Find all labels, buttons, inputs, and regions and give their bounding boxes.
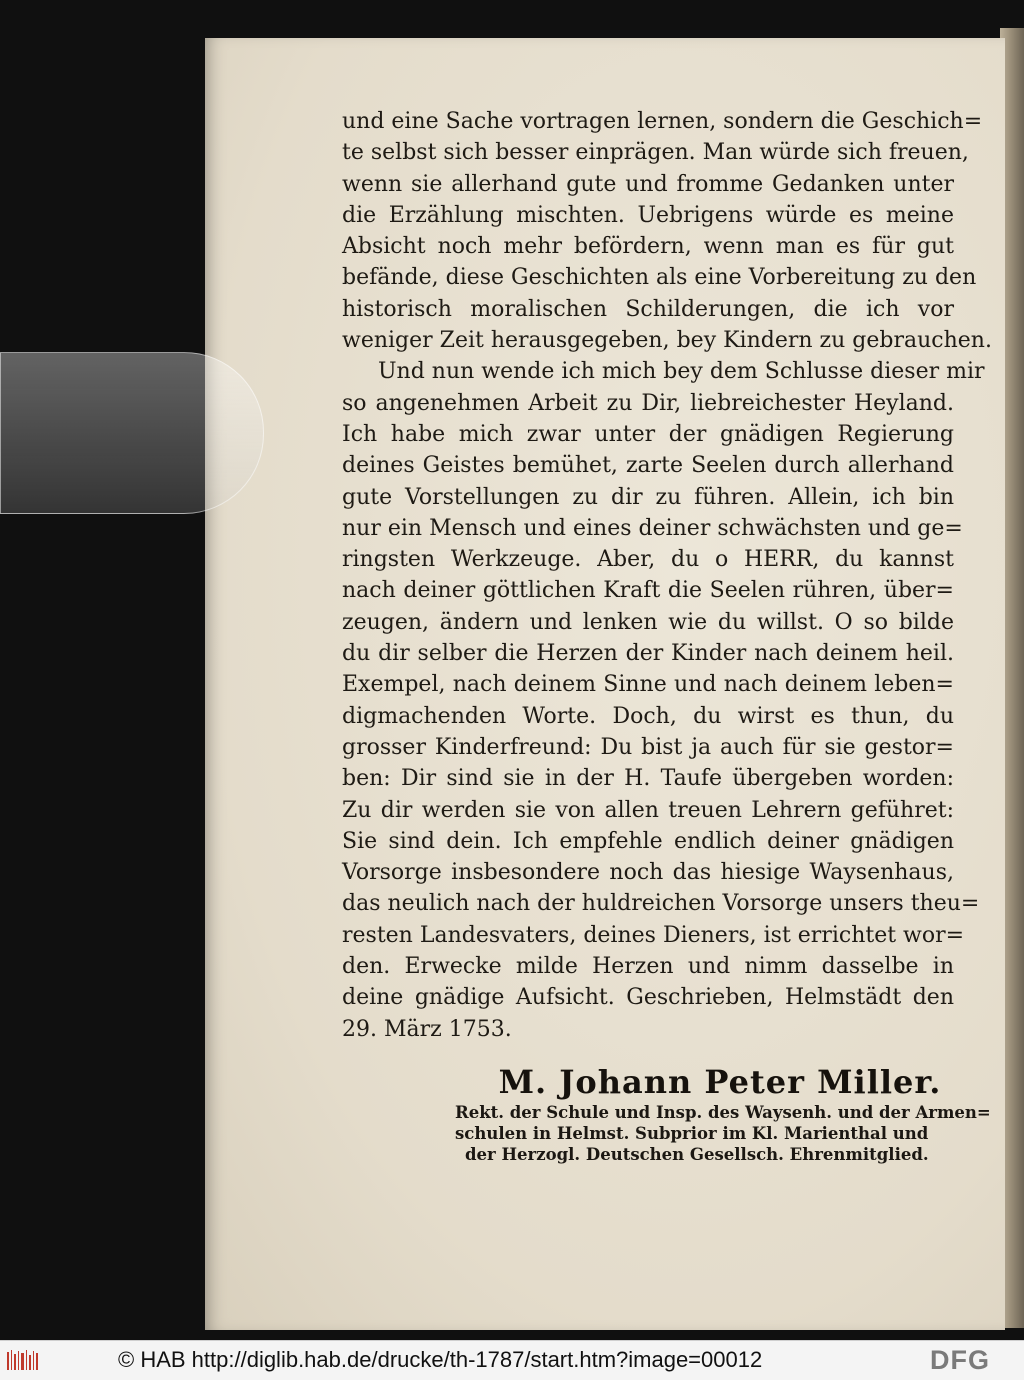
- barcode-icon: [6, 1348, 40, 1372]
- text-line: du dir selber die Herzen der Kinder nach deinem heil.: [342, 641, 954, 667]
- text-line: ben: Dir sind sie in der H. Taufe übergeben worden:: [342, 766, 954, 792]
- text-line: Exempel, nach deinem Sinne und nach deinem leben=: [342, 672, 954, 698]
- text-line: resten Landesvaters, deines Dieners, ist errichtet wor=: [342, 922, 965, 948]
- text-line: Und nun wende ich mich bey dem Schlusse dieser mir: [378, 359, 985, 385]
- text-line: te selbst sich besser einprägen. Man würde sich freuen,: [342, 140, 969, 166]
- text-line: nach deiner göttlichen Kraft die Seelen rühren, über=: [342, 578, 954, 604]
- text-line: historisch moralischen Schilderungen, die ich vor: [342, 296, 954, 322]
- author-title-line: schulen in Helmst. Subprior im Kl. Marienthal und: [455, 1124, 929, 1143]
- text-line: die Erzählung mischten. Uebrigens würde es meine: [342, 202, 954, 228]
- text-line: den. Erwecke milde Herzen und nimm dasselbe in: [342, 954, 954, 980]
- text-line: nur ein Mensch und eines deiner schwächsten und ge=: [342, 515, 963, 541]
- footer-bar: [0, 1340, 1024, 1380]
- text-line: und eine Sache vortragen lernen, sondern die Geschich=: [342, 109, 983, 134]
- text-line: wenn sie allerhand gute und fromme Gedanken unter: [342, 171, 954, 197]
- dfg-logo: DFG: [930, 1345, 990, 1375]
- author-title-line: Rekt. der Schule und Insp. des Waysenh. und der Armen=: [455, 1103, 991, 1122]
- text-line: so angenehmen Arbeit zu Dir, liebreichester Heyland.: [342, 390, 954, 416]
- text-line: Absicht noch mehr befördern, wenn man es für gut: [342, 234, 954, 260]
- text-line: gute Vorstellungen zu dir zu führen. Allein, ich bin: [342, 484, 954, 510]
- signature-block: [455, 1062, 991, 1165]
- text-line: deines Geistes bemühet, zarte Seelen durch allerhand: [342, 453, 954, 479]
- page-clip: [0, 352, 264, 514]
- text-line: ringsten Werkzeuge. Aber, du o HERR, du kannst: [342, 547, 954, 573]
- text-line: befände, diese Geschichten als eine Vorbereitung zu den: [342, 265, 977, 291]
- author-title-line: der Herzogl. Deutschen Gesellsch. Ehrenmitglied.: [465, 1145, 929, 1164]
- author-titles: [455, 1102, 991, 1165]
- copyright-url[interactable]: © HAB http://diglib.hab.de/drucke/th-1787/start.htm?image=00012: [118, 1347, 763, 1372]
- text-line: Ich habe mich zwar unter der gnädigen Regierung: [342, 421, 954, 447]
- text-line: das neulich nach der huldreichen Vorsorge unsers theu=: [342, 891, 980, 917]
- date-line: 29. März 1753.: [342, 1016, 512, 1042]
- text-line: weniger Zeit herausgegeben, bey Kindern zu gebrauchen.: [342, 328, 992, 354]
- text-line: Sie sind dein. Ich empfehle endlich deiner gnädigen: [342, 828, 954, 854]
- text-line: Vorsorge insbesondere noch das hiesige Waysenhaus,: [342, 860, 954, 886]
- text-line: Zu dir werden sie von allen treuen Lehrern geführet:: [342, 797, 954, 823]
- text-line: zeugen, ändern und lenken wie du willst. O so bilde: [342, 609, 954, 635]
- author-name: M. Johann Peter Miller.: [498, 1063, 942, 1101]
- text-line: digmachenden Worte. Doch, du wirst es thun, du: [342, 703, 954, 729]
- page-text: [342, 106, 992, 1045]
- text-line: deine gnädige Aufsicht. Geschrieben, Helmstädt den: [342, 985, 954, 1011]
- text-line: grosser Kinderfreund: Du bist ja auch für sie gestor=: [342, 734, 954, 760]
